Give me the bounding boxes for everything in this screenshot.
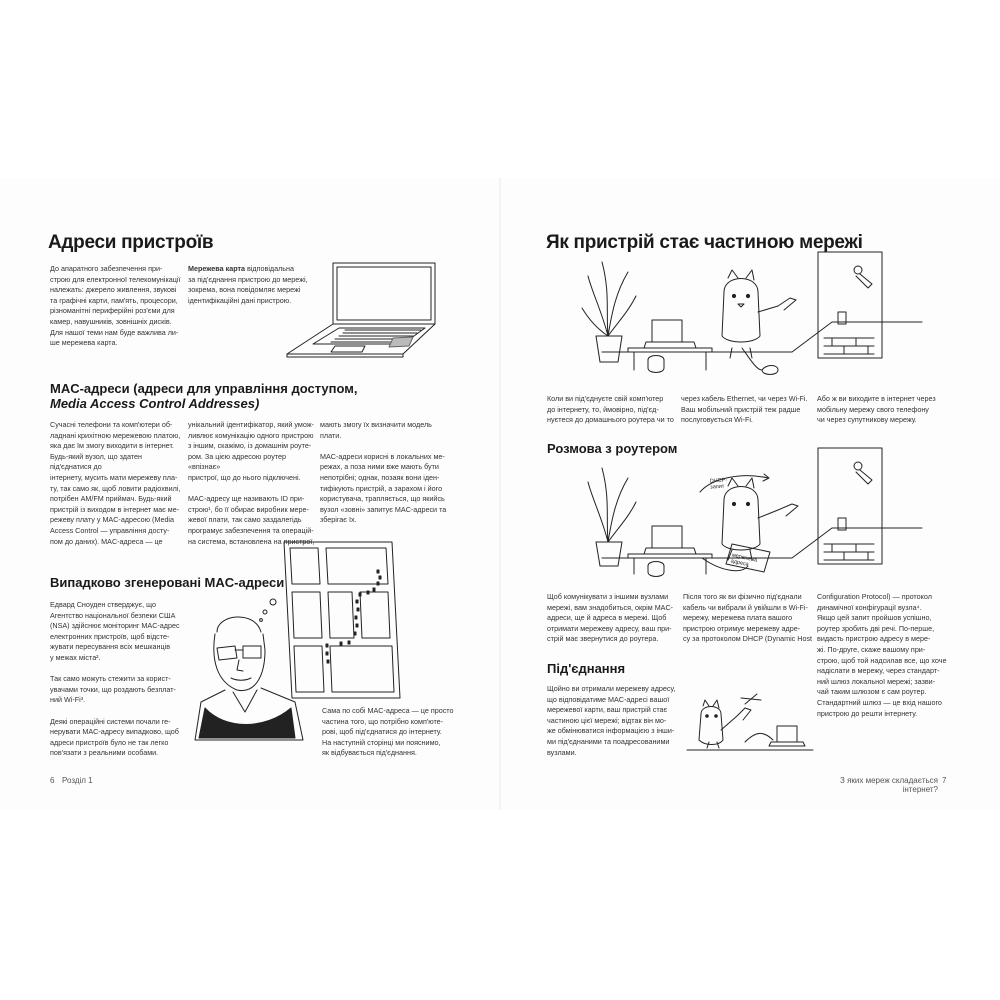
connect-column-1: Коли ви під'єднуєте свій комп'ютер до інтернету, то, ймовірно, під'єд- нуєтеся до домашнього роутера чи то [547, 394, 674, 425]
network-address-tag: мережева адреса [730, 552, 758, 568]
footer-page-number-right: 7 [942, 776, 947, 785]
connect-column-2: через кабель Ethernet, чи через Wi-Fi. Ваш мобільний пристрій теж радше послуговується Wi-Fi. [681, 394, 808, 425]
mac-column-1: Сучасні телефони та комп'ютери об- ладнані крихітною мережевою платою, яка дає їм змогу виходити в інтернет. Будь-який вузол, що здатен під'єднатися до інтернету, мусить мати мережеву пла- ту, так само як, щоб ловити радіохвилі, потрібен AM/FM приймач. Будь-який пристрій із виходом в інтернет має ме- режеву плату у MAC-адресою (Media Access Control — управління досту- пом до даних). MAC-адреса — це [50, 420, 181, 546]
random-mac-column-2: Сама по собі MAC-адреса — це просто частина того, що потрібно комп'юте- рові, щоб під'єднатися до інтернету. На наступній сторінці ми пояснимо, як відбувається під'єднання. [322, 706, 454, 758]
intro-column-2-text: відповідальна за під'єднання пристрою до мережі, зокрема, вона повідомляє мережі ідентифікаційні дані пристрою. [188, 264, 308, 305]
mac-column-2: унікальний ідентифікатор, який умож- ливлює комунікацію одного пристрою з іншим, скажімо, із домашнім роуте- ром. За цією адресою роутер «впізнає» пристрої, що до нього підключені. MAC-адресу ще називають ID при- строю¹, бо її обирає виробник мере- жевої плати, так само заздалегідь програмує забезпечення та операцій- на система, встановлена на пристрої, [188, 420, 315, 546]
mac-column-3: мають змогу їх визначити модель плати. MAC-адреси корисні в локальних ме- режах, а поза ними вже мають бути непотрібні; однак, позаяк вони іден- тифікують пристрій, а зарахом і його користувача, трапляється, що якийсь вузол «зовні» запитує MAC-адреси та зберігає їх. [320, 420, 447, 525]
connect-column-3: Або ж ви виходите в інтернет через мобільну мережу свого телефону чи через супутникову мережу. [817, 394, 936, 425]
random-mac-column-1: Едвард Сноуден стверджує, що Агентство національної безпеки США (NSA) здійснює моніторинг MAC-адрес електронних пристроїв, щоб відсте- жувати пересування всіх мешканців у межах міста². Так само можуть стежити за корист- увачами точки, що роздають безплат- ний Wi-Fi³. Деякі операційні системи почали ге- нерувати MAC-адресу випадково, щоб адреси пристроїв було не так легко пов'язати з реальними особами. [50, 600, 180, 758]
joining-heading: Під'єднання [547, 661, 626, 676]
joining-text: Щойно ви отримали мережеву адресу, що відповідатиме MAC-адресі вашої мережевої карти, ваш пристрій стає частиною цієї мережі; відтак він мо- же обмінюватися інформацією з інши- ми під'єднаними та поадресованими вузлами. [547, 684, 676, 757]
footer-section-left: Розділ 1 [62, 776, 93, 785]
router-column-3: Configuration Protocol) — протокол динамічної конфігурації вузла⁴. Якщо цей запит пройшов успішно, роутер зробить дві речі. По-перше, видасть пристрою адресу в мере- жі. По-друге, скаже вашому при- строю, щоб той надсилав все, що хоче надіслати в мережу, через стандарт- ний шлюз локальної мережі; зазви- чай таким шлюзом є сам роутер. Стандартний шлюз — це вхід нашого пристрою до решти інтернету. [817, 592, 947, 718]
joining-cat-illustration [685, 692, 815, 754]
dhcp-request-label: DHCP- запит [709, 477, 728, 491]
network-scene-illustration [582, 252, 954, 384]
network-card-term: Мережева карта [188, 264, 246, 273]
man-portrait-illustration [195, 590, 305, 745]
book-gutter [499, 178, 501, 810]
laptop-illustration [285, 260, 440, 360]
page-title-left: Адреси пристроїв [48, 232, 214, 253]
router-talk-heading: Розмова з роутером [547, 441, 678, 456]
footer-page-number-left: 6 [50, 776, 55, 785]
router-request-illustration [582, 448, 954, 580]
intro-column-1: До апаратного забезпечення при- строю для електронної телекомунікації належать: джерело живлення, звукові та графічні карти, пам'ять, процесори, різноманітні периферійні роз'єми для камер, навушників, зовнішніх дисків. Для нашої теми нам буде важлива ли- ше мережева карта. [50, 264, 181, 348]
mac-heading-line1: MAC-адреси (адреси для управління доступом, [50, 381, 358, 396]
mac-heading-line2: Media Access Control Addresses) [50, 396, 260, 411]
router-column-2: Після того як ви фізично під'єднали кабель чи вибрали й увійшли в Wi-Fi- мережу, мережева плата вашого пристрою отримує мережеву адре- су за протоколом DHCP (Dynamic Host [683, 592, 813, 644]
page-title-right: Як пристрій стає частиною мережі [546, 232, 863, 253]
footer-section-right: З яких мереж складається інтернет? [840, 776, 938, 794]
random-mac-heading: Випадково згенеровані MAC-адреси [50, 575, 285, 590]
router-column-1: Щоб комунікувати з іншими вузлами мережі, вам знадобиться, окрім MAC- адреси, ще й адреса в мережі. Щоб отримати мережеву адресу, ваш при- стрій має звернутися до роутера. [547, 592, 674, 644]
